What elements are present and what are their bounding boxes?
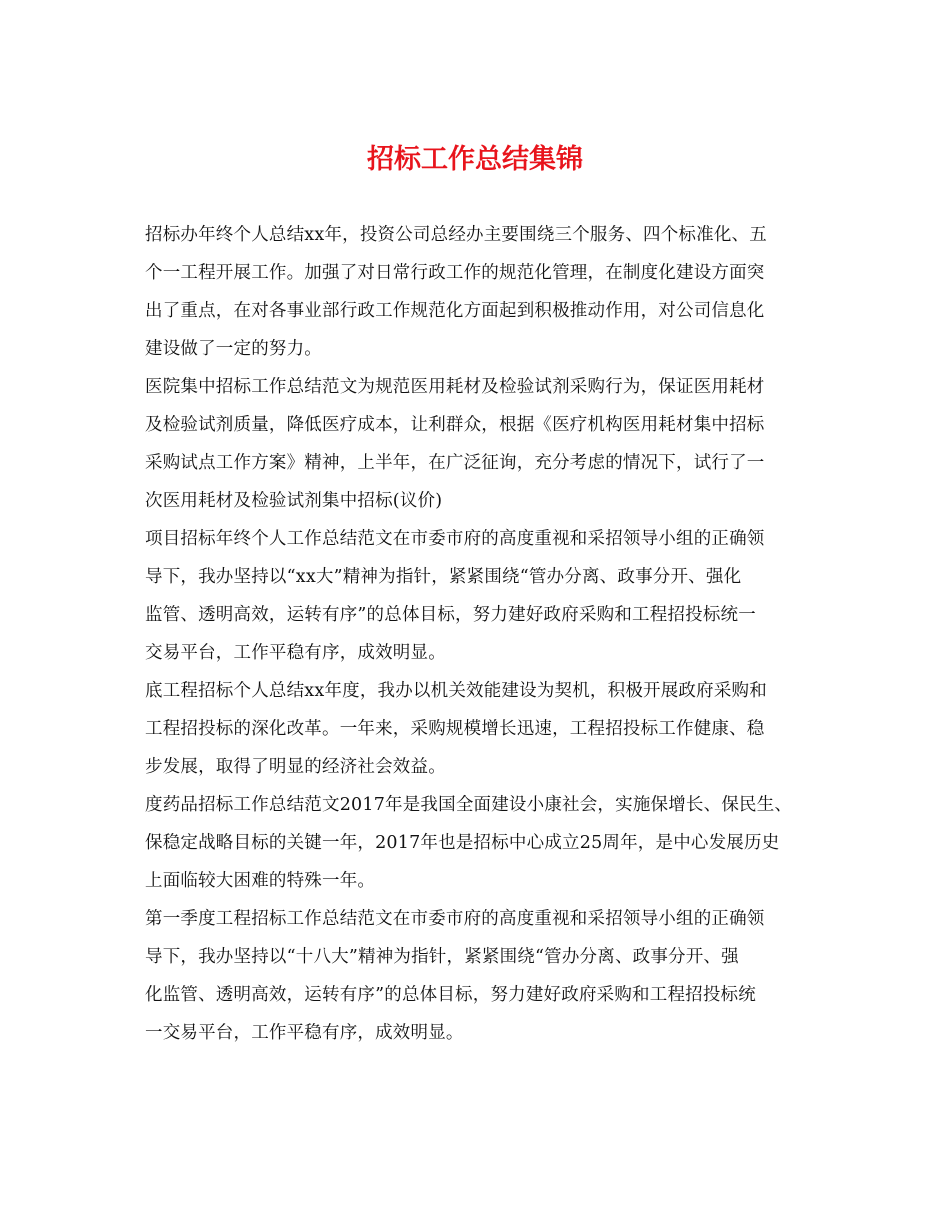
paragraph-line: 导下，我办坚持以“xx大”精神为指针，紧紧围绕“管办分离、政事分开、强化 (145, 567, 742, 587)
paragraph-line: 采购试点工作方案》精神，上半年，在广泛征询，充分考虑的情况下，试行了一 (145, 453, 765, 473)
paragraph-line: 工程招投标的深化改革。一年来，采购规模增长迅速，工程招投标工作健康、稳 (145, 719, 765, 739)
paragraph (145, 520, 810, 672)
paragraph-line: 一交易平台，工作平稳有序，成效明显。 (145, 1023, 464, 1043)
paragraph-line: 次医用耗材及检验试剂集中招标(议价) (145, 491, 443, 511)
paragraph-line: 项目招标年终个人工作总结范文在市委市府的高度重视和采招领导小组的正确领 (145, 529, 765, 549)
paragraph-line: 监管、透明高效，运转有序”的总体目标，努力建好政府采购和工程招投标统一 (145, 605, 756, 625)
paragraph-line: 上面临较大困难的特殊一年。 (145, 871, 376, 891)
paragraph-line: 保稳定战略目标的关键一年，2017年也是招标中心成立25周年，是中心发展历史 (145, 833, 780, 853)
paragraph-line: 及检验试剂质量，降低医疗成本，让利群众，根据《医疗机构医用耗材集中招标 (145, 415, 765, 435)
paragraph (145, 368, 810, 520)
paragraph (145, 216, 810, 368)
paragraph-line: 招标办年终个人总结xx年，投资公司总经办主要围绕三个服务、四个标准化、五 (145, 225, 767, 245)
paragraph (145, 672, 810, 786)
paragraph-line: 导下，我办坚持以“十八大”精神为指针，紧紧围绕“管办分离、政事分开、强 (145, 947, 739, 967)
paragraph (145, 900, 810, 1052)
paragraph (145, 786, 810, 900)
paragraph-line: 建设做了一定的努力。 (145, 339, 322, 359)
paragraph-line: 底工程招标个人总结xx年度，我办以机关效能建设为契机，积极开展政府采购和 (145, 681, 767, 701)
document-body (145, 216, 810, 1052)
paragraph-line: 第一季度工程招标工作总结范文在市委市府的高度重视和采招领导小组的正确领 (145, 909, 765, 929)
document-title: 招标工作总结集锦 (367, 144, 583, 175)
paragraph-line: 度药品招标工作总结范文2017年是我国全面建设小康社会，实施保增长、保民生、 (145, 795, 793, 815)
paragraph-line: 医院集中招标工作总结范文为规范医用耗材及检验试剂采购行为，保证医用耗材 (145, 377, 765, 397)
paragraph-line: 步发展，取得了明显的经济社会效益。 (145, 757, 446, 777)
paragraph-line: 出了重点，在对各事业部行政工作规范化方面起到积极推动作用，对公司信息化 (145, 301, 765, 321)
paragraph-line: 交易平台，工作平稳有序，成效明显。 (145, 643, 446, 663)
paragraph-line: 个一工程开展工作。加强了对日常行政工作的规范化管理，在制度化建设方面突 (145, 263, 765, 283)
paragraph-line: 化监管、透明高效，运转有序”的总体目标，努力建好政府采购和工程招投标统 (145, 985, 756, 1005)
